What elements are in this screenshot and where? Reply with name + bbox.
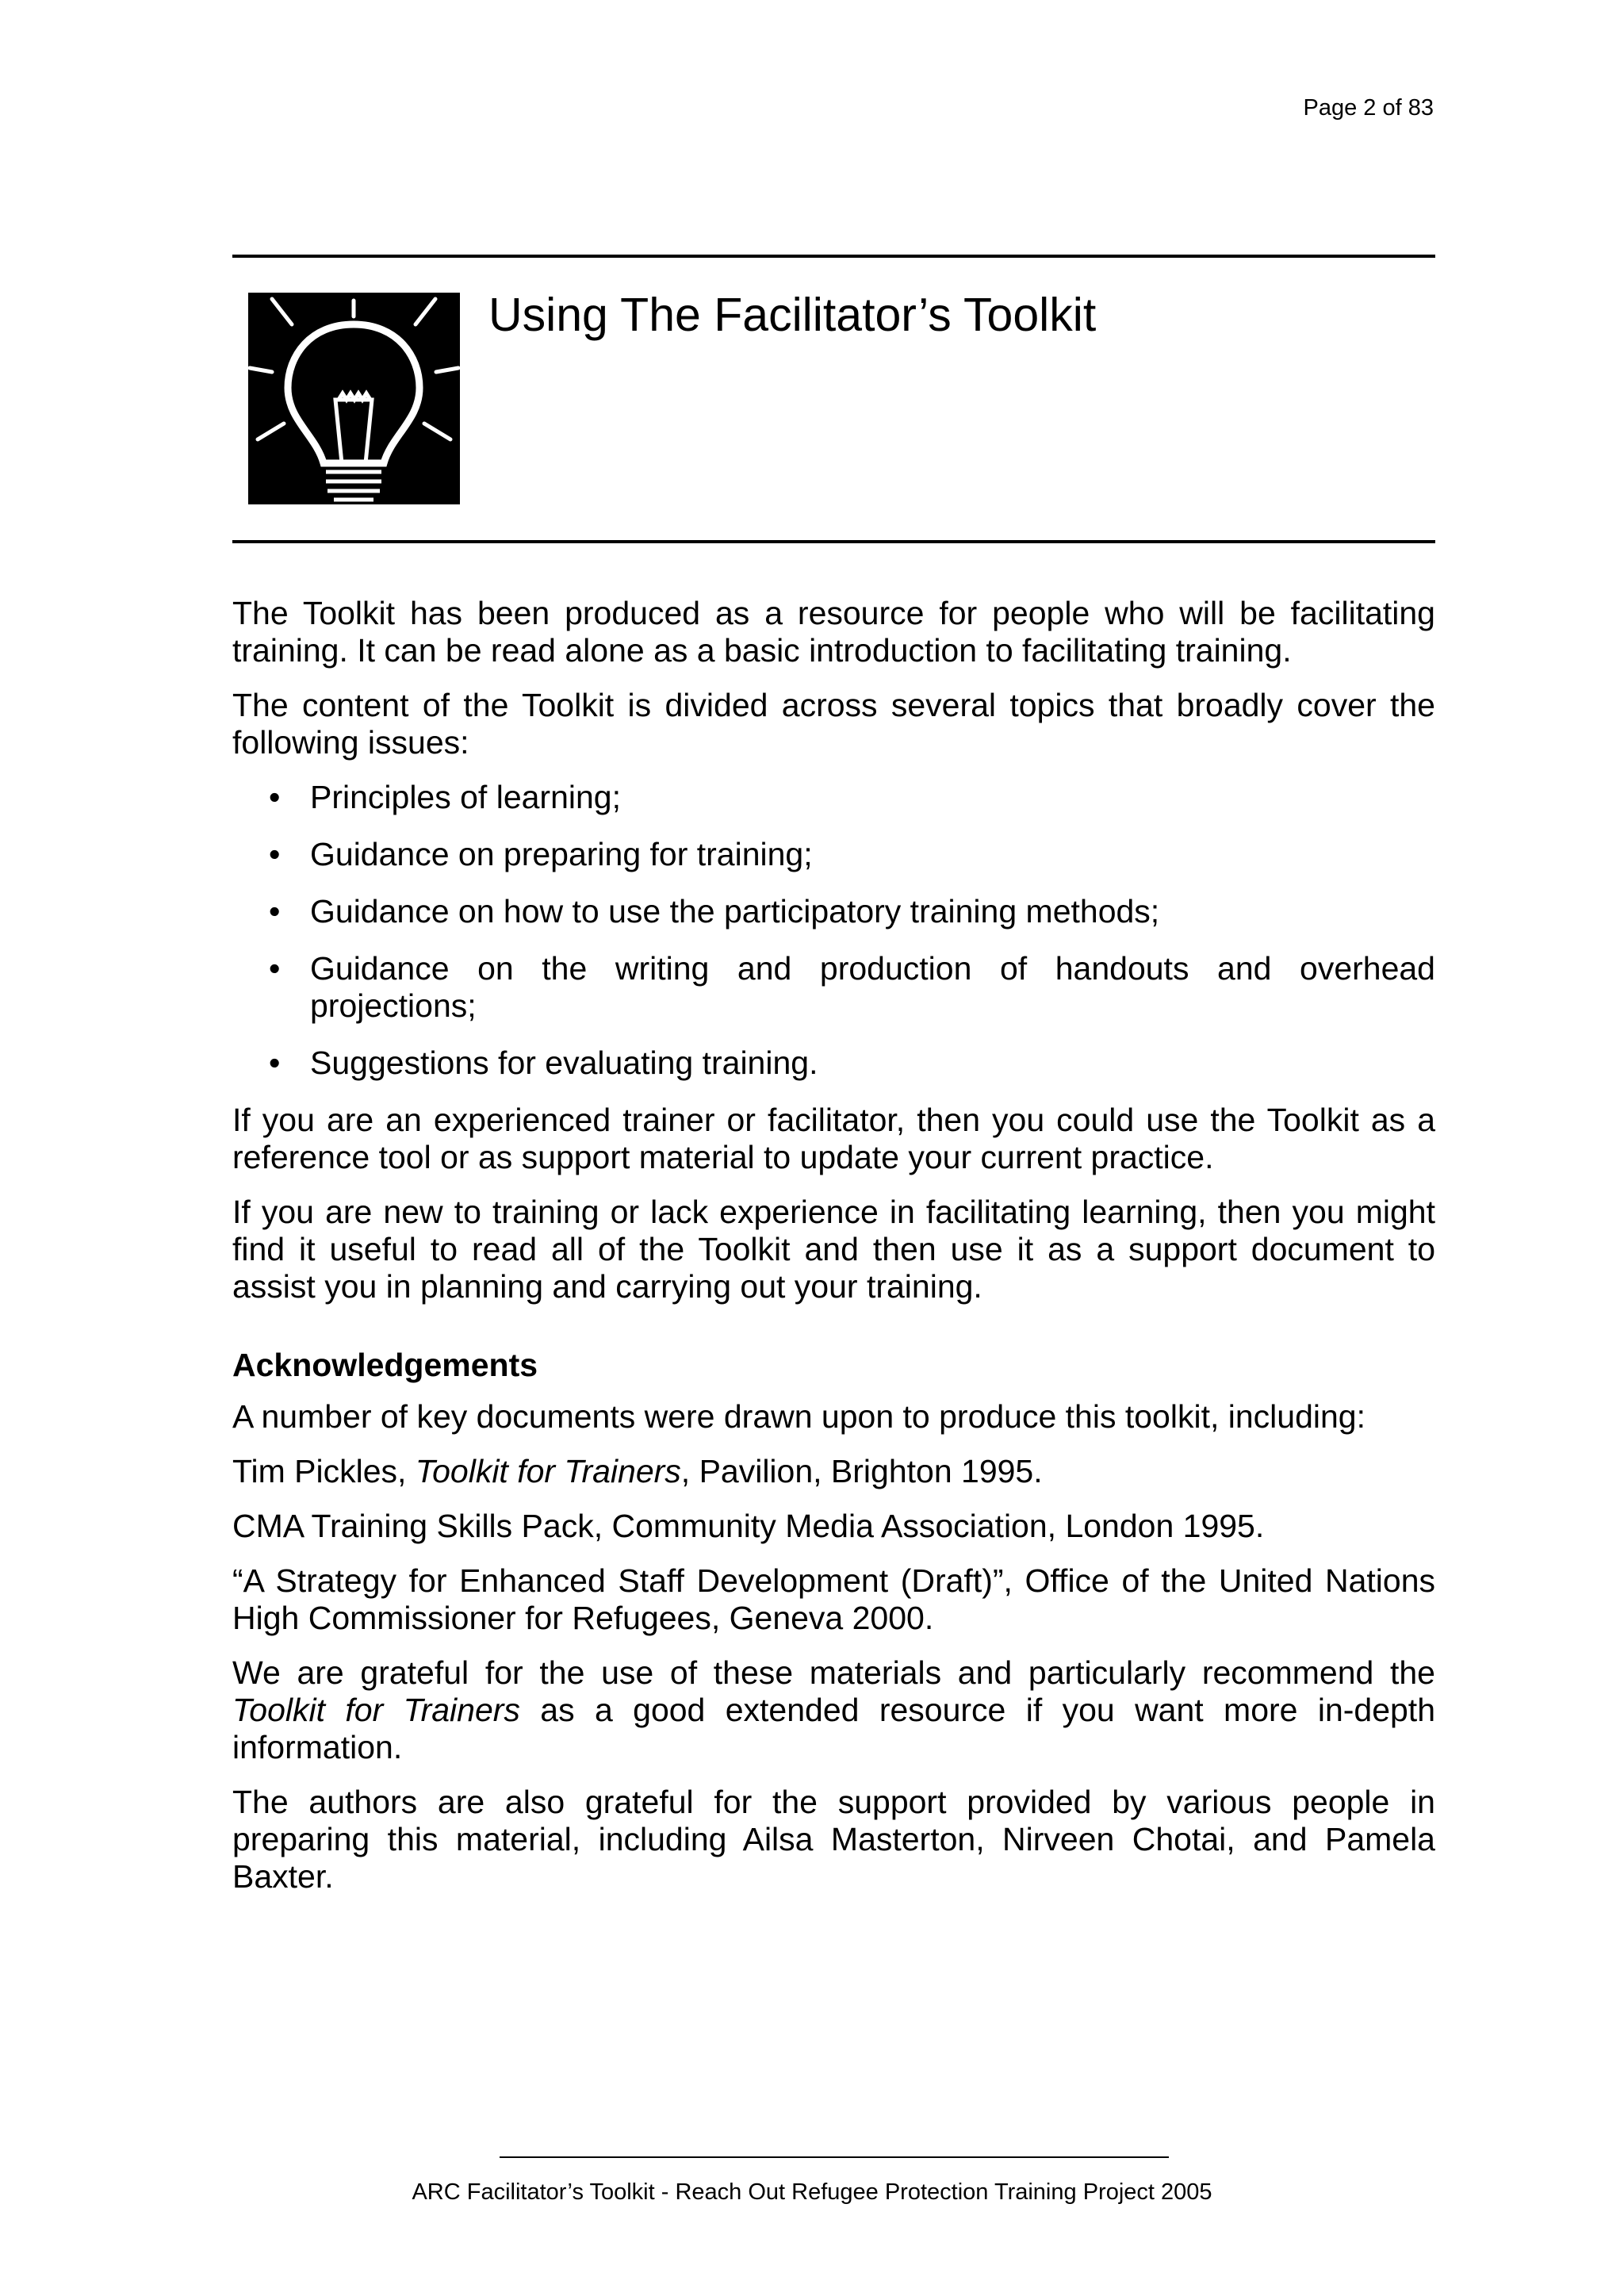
reference-3: “A Strategy for Enhanced Staff Development (Draft)”, Office of the United Nations High Commissioner for Refugees, Geneva 2000. [232,1562,1435,1636]
list-item: • Suggestions for evaluating training. [232,1045,1435,1082]
grateful-paragraph [232,1654,1435,1766]
header-rule-top [232,255,1435,258]
body-text [232,595,1435,1913]
reference-1-rest: , Pavilion, Brighton 1995. [680,1453,1043,1489]
acknowledgements-lead: A number of key documents were drawn upon to produce this toolkit, including: [232,1398,1365,1435]
topics-list [232,779,1435,1082]
header-rule-bottom [232,540,1435,543]
acknowledgements-heading: Acknowledgements [232,1347,538,1383]
section-title: Using The Facilitator’s Toolkit [488,289,1097,341]
reference-2: CMA Training Skills Pack, Community Media Association, London 1995. [232,1508,1265,1544]
reference-1-author: Tim Pickles, [232,1453,416,1489]
page-number: Page 2 of 83 [1303,95,1434,121]
footer-text: ARC Facilitator’s Toolkit - Reach Out Refugee Protection Training Project 2005 [412,2179,1212,2205]
list-item: • Guidance on preparing for training; [232,836,1435,873]
list-item: • Principles of learning; [232,779,1435,816]
intro-paragraph-2: The content of the Toolkit is divided across several topics that broadly cover the following issues: [232,687,1435,761]
intro-paragraph-1: The Toolkit has been produced as a resource for people who will be facilitating training. It can be read alone as a basic introduction to facilitating training. [232,595,1435,669]
footer-rule [500,2156,1169,2158]
reference-1-title: Toolkit for Trainers [415,1453,681,1489]
list-item: • Guidance on how to use the participatory training methods; [232,893,1435,930]
intro-paragraph-4: If you are new to training or lack experience in facilitating learning, then you might find it useful to read all of the Toolkit and then use it as a support document to assist you in planning and carrying out your training. [232,1194,1435,1305]
grateful-title: Toolkit for Trainers [232,1692,520,1728]
grateful-pre: We are grateful for the use of these materials and particularly recommend the [232,1654,1435,1691]
intro-paragraph-3: If you are an experienced trainer or facilitator, then you could use the Toolkit as a reference tool or as support material to update your current practice. [232,1102,1435,1175]
thanks-paragraph: The authors are also grateful for the support provided by various people in preparing this material, including Ailsa Masterton, Nirveen Chotai, and Pamela Baxter. [232,1784,1435,1895]
reference-1 [232,1453,1435,1490]
lightbulb-icon [248,293,460,504]
grateful-post: as a good extended resource if you want more in-depth information. [232,1692,1435,1765]
list-item: • Guidance on the writing and production of handouts and overhead projections; [232,950,1435,1025]
